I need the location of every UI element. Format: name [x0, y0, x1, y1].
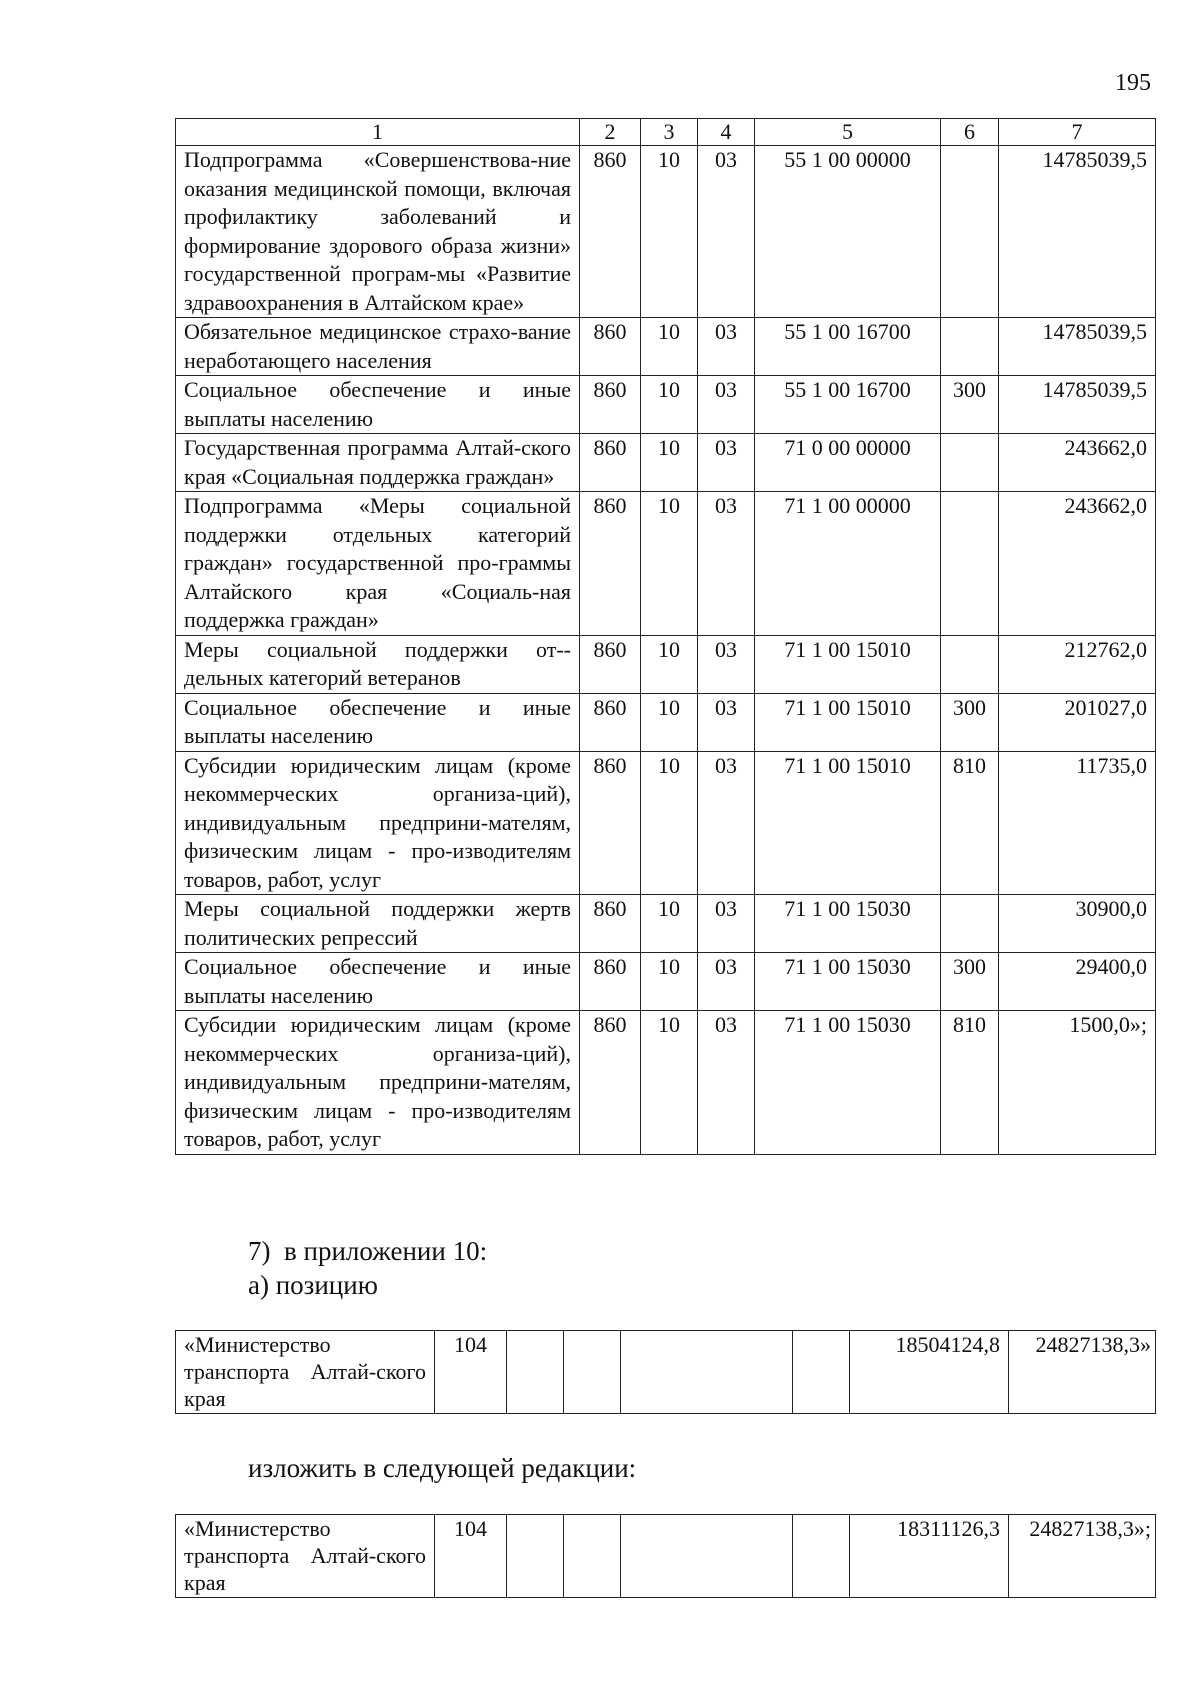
row-name-cell: Подпрограмма «Совершенствова-ние оказания медицинской помощи, включая профилактику заболеваний и формирование здорового образа жизни» государственной програм-мы «Развитие здравоохранения в Алтайском крае» [176, 146, 580, 318]
row-name-cell: Государственная программа Алтай-ского края «Социальная поддержка граждан» [176, 434, 580, 492]
code-cell: 860 [580, 693, 641, 751]
section-cell: 10 [641, 1011, 698, 1155]
section-cell: 10 [641, 895, 698, 953]
amount-cell: 14785039,5 [999, 318, 1156, 376]
section-cell: 10 [641, 635, 698, 693]
code-cell: 860 [580, 1011, 641, 1155]
target-article-cell: 71 1 00 15030 [755, 953, 941, 1011]
expense-type-cell [941, 635, 999, 693]
subsection-cell: 03 [698, 1011, 755, 1155]
section-cell: 10 [641, 953, 698, 1011]
amount-cell: 14785039,5 [999, 376, 1156, 434]
old-position-table [175, 1330, 1156, 1414]
target-article-cell: 71 1 00 15010 [755, 635, 941, 693]
expense-type-cell: 300 [941, 376, 999, 434]
expense-type-cell [941, 492, 999, 636]
code-cell: 860 [580, 895, 641, 953]
amount-cell: 30900,0 [999, 895, 1156, 953]
expenditure-table [175, 118, 1156, 1155]
amount-cell: 18311126,3 [850, 1515, 1009, 1598]
amount-cell: 201027,0 [999, 693, 1156, 751]
target-article-cell: 71 1 00 15010 [755, 693, 941, 751]
section-cell: 10 [641, 751, 698, 895]
subsection-cell: 03 [698, 434, 755, 492]
table-row [176, 146, 1156, 318]
subsection-cell: 03 [698, 318, 755, 376]
row-name-cell: Социальное обеспечение и иные выплаты населению [176, 953, 580, 1011]
header-cell: 7 [999, 119, 1156, 146]
empty-cell [507, 1515, 564, 1598]
target-article-cell: 71 1 00 15030 [755, 895, 941, 953]
section-cell: 10 [641, 693, 698, 751]
header-cell: 4 [698, 119, 755, 146]
table-row [176, 751, 1156, 895]
section-cell: 10 [641, 492, 698, 636]
subsection-cell: 03 [698, 693, 755, 751]
subsection-cell: 03 [698, 376, 755, 434]
row-name-cell: Меры социальной поддержки жертв политических репрессий [176, 895, 580, 953]
table-row [176, 1011, 1156, 1155]
empty-cell [793, 1331, 850, 1414]
code-cell: 860 [580, 146, 641, 318]
expense-type-cell [941, 434, 999, 492]
section-cell: 10 [641, 146, 698, 318]
target-article-cell: 71 1 00 00000 [755, 492, 941, 636]
header-cell: 2 [580, 119, 641, 146]
row-name-cell: Субсидии юридическим лицам (кроме некоммерческих организа-ций), индивидуальным предприни-мателям, физическим лицам - про-изводителям товаров, работ, услуг [176, 751, 580, 895]
amount-cell: 29400,0 [999, 953, 1156, 1011]
target-article-cell: 71 0 00 00000 [755, 434, 941, 492]
section-cell: 10 [641, 434, 698, 492]
subsection-cell: 03 [698, 895, 755, 953]
code-cell: 860 [580, 492, 641, 636]
code-cell: 860 [580, 318, 641, 376]
table-row [176, 492, 1156, 636]
new-position-table [175, 1514, 1156, 1598]
code-cell: 860 [580, 953, 641, 1011]
org-name-cell: «Министерство транспорта Алтай-ского края [176, 1515, 435, 1598]
code-cell: 860 [580, 635, 641, 693]
target-article-cell: 55 1 00 00000 [755, 146, 941, 318]
header-cell: 6 [941, 119, 999, 146]
expense-type-cell: 810 [941, 1011, 999, 1155]
expense-type-cell: 300 [941, 693, 999, 751]
amount-cell: 24827138,3»; [1009, 1515, 1156, 1598]
target-article-cell: 71 1 00 15030 [755, 1011, 941, 1155]
table-row [176, 318, 1156, 376]
table-row [176, 693, 1156, 751]
empty-cell [564, 1331, 621, 1414]
amount-cell: 11735,0 [999, 751, 1156, 895]
code-cell: 860 [580, 434, 641, 492]
empty-cell [621, 1515, 793, 1598]
row-name-cell: Подпрограмма «Меры социальной поддержки отдельных категорий граждан» государственной про-граммы Алтайского края «Социаль-ная поддержка граждан» [176, 492, 580, 636]
amount-cell: 243662,0 [999, 492, 1156, 636]
row-name-cell: Меры социальной поддержки от-дельных категорий ветеранов [176, 635, 580, 693]
code-cell: 860 [580, 751, 641, 895]
expense-type-cell [941, 318, 999, 376]
amount-cell: 212762,0 [999, 635, 1156, 693]
expense-type-cell: 810 [941, 751, 999, 895]
expense-type-cell [941, 146, 999, 318]
amount-cell: 14785039,5 [999, 146, 1156, 318]
empty-cell [507, 1331, 564, 1414]
table-row [176, 953, 1156, 1011]
org-name-cell: «Министерство транспорта Алтай-ского края [176, 1331, 435, 1414]
subsection-cell: 03 [698, 751, 755, 895]
row-name-cell: Социальное обеспечение и иные выплаты населению [176, 693, 580, 751]
row-name-cell: Обязательное медицинское страхо-вание неработающего населения [176, 318, 580, 376]
table-header-row [176, 119, 1156, 146]
expense-type-cell: 300 [941, 953, 999, 1011]
row-name-cell: Субсидии юридическим лицам (кроме некоммерческих организа-ций), индивидуальным предприни-мателям, физическим лицам - про-изводителям товаров, работ, услуг [176, 1011, 580, 1155]
empty-cell [564, 1515, 621, 1598]
restate-instruction: изложить в следующей редакции: [248, 1453, 637, 1483]
empty-cell [793, 1515, 850, 1598]
target-article-cell: 71 1 00 15010 [755, 751, 941, 895]
new-position-row [176, 1515, 1156, 1598]
item-7-subheading: а) позицию [248, 1270, 378, 1300]
page-number: 195 [1115, 70, 1151, 96]
expenditure-table-body [176, 119, 1156, 1155]
code-cell: 860 [580, 376, 641, 434]
amount-cell: 24827138,3» [1009, 1331, 1156, 1414]
ministry-code-cell: 104 [435, 1331, 507, 1414]
section-cell: 10 [641, 318, 698, 376]
ministry-code-cell: 104 [435, 1515, 507, 1598]
old-position-row [176, 1331, 1156, 1414]
header-cell: 1 [176, 119, 580, 146]
table-row [176, 434, 1156, 492]
subsection-cell: 03 [698, 635, 755, 693]
header-cell: 3 [641, 119, 698, 146]
section-cell: 10 [641, 376, 698, 434]
target-article-cell: 55 1 00 16700 [755, 318, 941, 376]
subsection-cell: 03 [698, 146, 755, 318]
header-cell: 5 [755, 119, 941, 146]
subsection-cell: 03 [698, 492, 755, 636]
table-row [176, 895, 1156, 953]
subsection-cell: 03 [698, 953, 755, 1011]
amount-cell: 1500,0»; [999, 1011, 1156, 1155]
amount-cell: 18504124,8 [850, 1331, 1009, 1414]
target-article-cell: 55 1 00 16700 [755, 376, 941, 434]
item-7-heading: 7) в приложении 10: [248, 1236, 488, 1266]
table-row [176, 635, 1156, 693]
row-name-cell: Социальное обеспечение и иные выплаты населению [176, 376, 580, 434]
amount-cell: 243662,0 [999, 434, 1156, 492]
empty-cell [621, 1331, 793, 1414]
table-row [176, 376, 1156, 434]
expense-type-cell [941, 895, 999, 953]
